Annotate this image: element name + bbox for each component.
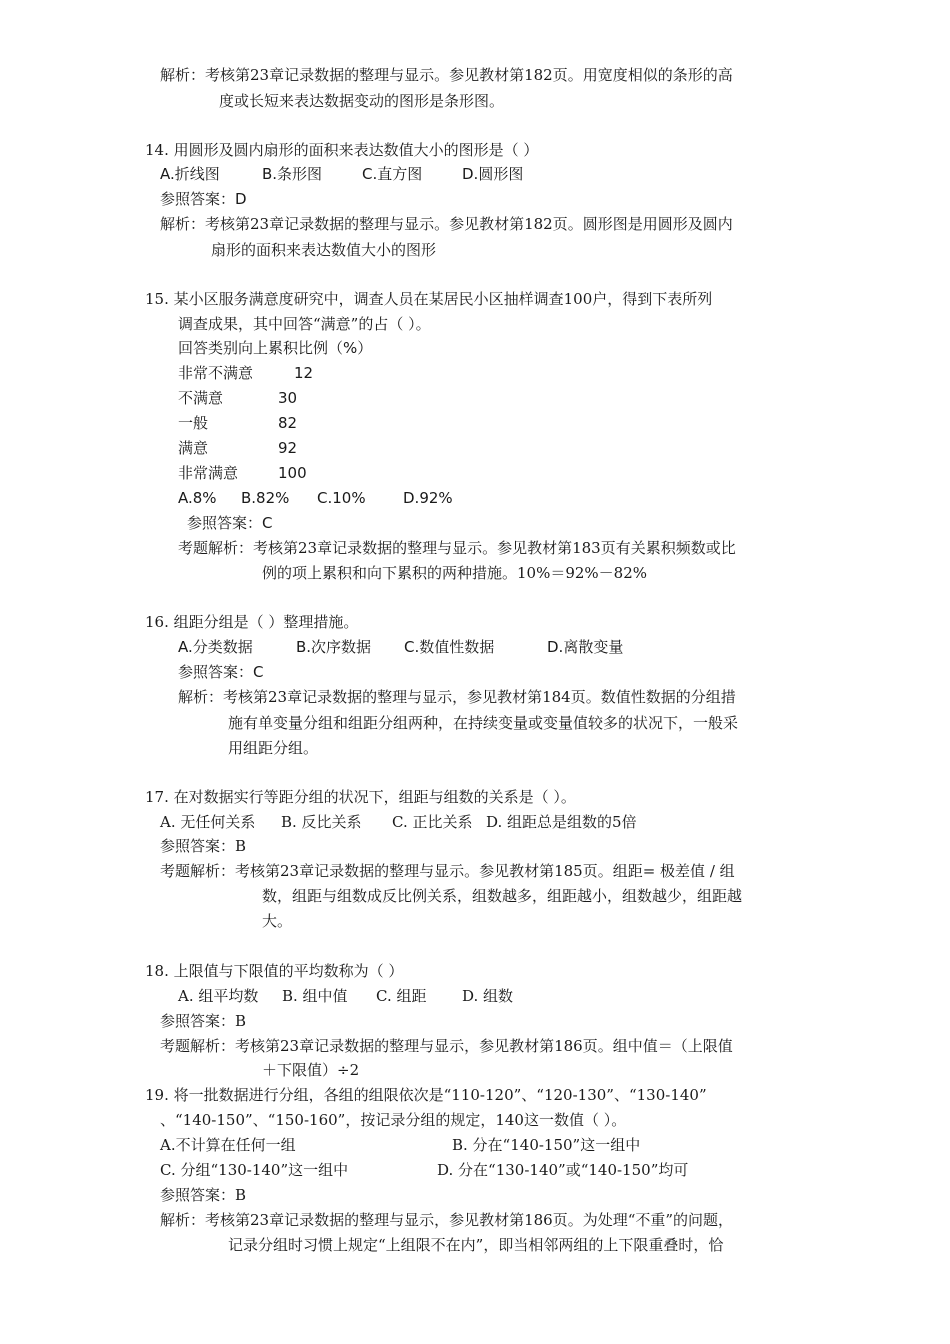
q16-option-b: B.次序数据 (296, 638, 372, 656)
q17-answer: 参照答案：B (160, 837, 247, 855)
q15-table-header: 回答类别向上累积比例（%） (178, 339, 373, 357)
q15-option-a: A.8% (178, 489, 217, 507)
q19-option-c: C. 分组“130-140”这一组中 (160, 1161, 349, 1179)
q16-analysis-line-3: 用组距分组。 (228, 739, 319, 757)
q19-analysis-line-2: 记录分组时习惯上规定“上组限不在内”，即当相邻两组的上下限重叠时，恰 (228, 1236, 724, 1254)
q18-analysis-line-2: ＋下限值）÷2 (262, 1061, 360, 1079)
q16-option-a: A.分类数据 (178, 638, 253, 656)
q18-option-d: D. 组数 (462, 987, 514, 1005)
q19-question-line-2: 、“140-150”、“150-160”，按记录分组的规定，140这一数值（ ）。 (160, 1111, 627, 1129)
q14-option-b: B.条形图 (262, 165, 323, 183)
q15-question-line-2: 调查成果，其中回答“满意”的占（ ）。 (178, 315, 431, 333)
q18-answer: 参照答案：B (160, 1012, 247, 1030)
q15-answer: 参照答案：C (187, 514, 273, 532)
q14-analysis-line-2: 扇形的面积来表达数值大小的图形 (211, 241, 437, 259)
table-row-label: 非常满意 (178, 464, 239, 482)
q17-question: 17. 在对数据实行等距分组的状况下，组距与组数的关系是（ ）。 (145, 788, 576, 806)
q18-option-a: A. 组平均数 (178, 987, 259, 1005)
table-row-value: 12 (294, 364, 314, 382)
table-row-value: 100 (278, 464, 307, 482)
q18-option-b: B. 组中值 (282, 987, 348, 1005)
table-row-label: 满意 (178, 439, 209, 457)
q19-option-d: D. 分在“130-140”或“140-150”均可 (437, 1161, 689, 1179)
q17-option-d: D. 组距总是组数的5倍 (486, 813, 637, 831)
q15-option-b: B.82% (241, 489, 290, 507)
table-row-label: 一般 (178, 414, 209, 432)
q16-option-c: C.数值性数据 (404, 638, 495, 656)
table-row-label: 非常不满意 (178, 364, 254, 382)
q18-question: 18. 上限值与下限值的平均数称为（ ） (145, 962, 404, 980)
table-row-value: 30 (278, 389, 298, 407)
q15-option-c: C.10% (317, 489, 366, 507)
q19-option-a: A.不计算在任何一组 (160, 1136, 296, 1154)
q17-analysis-line-3: 大。 (262, 912, 293, 930)
q15-analysis-line-2: 例的项上累积和向下累积的两种措施。10%＝92%－82% (262, 564, 648, 582)
q14-analysis-line-1: 解析：考核第23章记录数据的整理与显示。参见教材第182页。圆形图是用圆形及圆内 (160, 215, 733, 233)
q13-analysis-line-1: 解析：考核第23章记录数据的整理与显示。参见教材第182页。用宽度相似的条形的高 (160, 66, 733, 84)
q14-option-a: A.折线图 (160, 165, 220, 183)
q19-answer: 参照答案：B (160, 1186, 247, 1204)
q17-analysis-line-2: 数，组距与组数成反比例关系，组数越多，组距越小，组数越少，组距越 (262, 887, 743, 905)
q16-answer: 参照答案：C (178, 663, 264, 681)
q18-analysis-line-1: 考题解析：考核第23章记录数据的整理与显示，参见教材第186页。组中值＝（上限值 (160, 1037, 733, 1055)
table-row-value: 82 (278, 414, 298, 432)
q17-option-b: B. 反比关系 (281, 813, 362, 831)
q13-analysis-line-2: 度或长短来表达数据变动的图形是条形图。 (219, 92, 505, 110)
q14-option-d: D.圆形图 (462, 165, 524, 183)
table-row-value: 92 (278, 439, 298, 457)
q16-question: 16. 组距分组是（ ）整理措施。 (145, 613, 359, 631)
q17-analysis-line-1: 考题解析：考核第23章记录数据的整理与显示。参见教材第185页。组距= 极差值 / 组 (160, 862, 735, 880)
q15-analysis-line-1: 考题解析：考核第23章记录数据的整理与显示。参见教材第183页有关累积频数或比 (178, 539, 736, 557)
q17-option-a: A. 无任何关系 (160, 813, 256, 831)
q16-analysis-line-1: 解析：考核第23章记录数据的整理与显示，参见教材第184页。数值性数据的分组措 (178, 688, 736, 706)
q15-question-line-1: 15. 某小区服务满意度研究中，调查人员在某居民小区抽样调查100户，得到下表所列 (145, 290, 713, 308)
q19-analysis-line-1: 解析：考核第23章记录数据的整理与显示，参见教材第186页。为处理“不重”的问题， (160, 1211, 734, 1229)
q15-option-d: D.92% (403, 489, 453, 507)
q14-question: 14. 用圆形及圆内扇形的面积来表达数值大小的图形是（ ） (145, 141, 539, 159)
q19-option-b: B. 分在“140-150”这一组中 (452, 1136, 641, 1154)
q17-option-c: C. 正比关系 (392, 813, 473, 831)
table-row-label: 不满意 (178, 389, 224, 407)
q16-analysis-line-2: 施有单变量分组和组距分组两种，在持续变量或变量值较多的状况下，一般采 (228, 714, 739, 732)
q19-question-line-1: 19. 将一批数据进行分组，各组的组限依次是“110-120”、“120-130”、“130-140” (145, 1086, 707, 1104)
q16-option-d: D.离散变量 (547, 638, 624, 656)
q14-answer: 参照答案：D (160, 190, 247, 208)
q18-option-c: C. 组距 (376, 987, 427, 1005)
q14-option-c: C.直方图 (362, 165, 423, 183)
